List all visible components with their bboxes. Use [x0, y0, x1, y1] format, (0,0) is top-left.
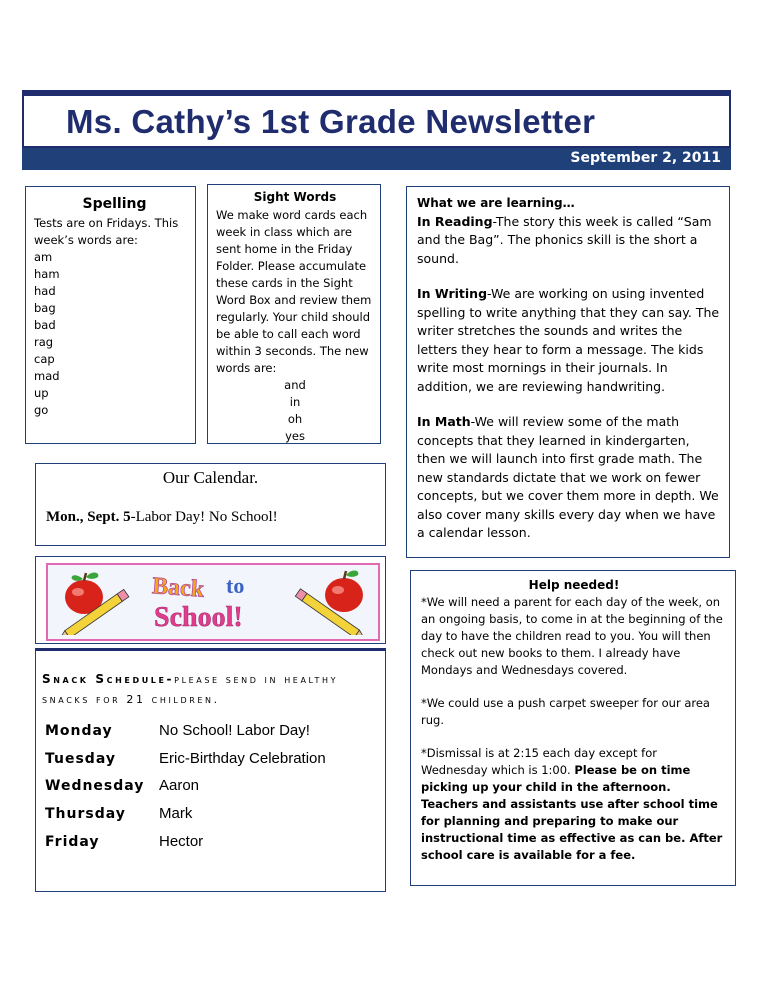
reading-paragraph — [417, 213, 721, 269]
apple-icon — [325, 570, 363, 612]
back-to-school-art — [48, 565, 374, 635]
calendar-entry — [46, 509, 278, 526]
back-to-school-image — [35, 556, 386, 644]
spelling-word: mad — [34, 369, 60, 383]
learning-title: What we are learning… — [417, 196, 575, 210]
help-pickup-text: Please be on time picking up your child in the afternoon. — [421, 763, 691, 794]
writing-label: In Writing — [417, 286, 488, 301]
calendar-entry-text: -Labor Day! No School! — [130, 509, 278, 525]
help-needed-box — [410, 570, 736, 886]
newsletter-date: September 2, 2011 — [570, 150, 721, 166]
snack-schedule-heading — [42, 669, 372, 710]
writing-text: -We are working on using invented spelling to write anything that they can say. The writer stretches the sounds and writes the letters they hear to form a message. The kids write most mornings in their journals. In addition, we are reviewing handwriting. — [417, 286, 720, 394]
spelling-word: cap — [34, 352, 55, 366]
sight-words-box — [207, 184, 381, 444]
spelling-title: Spelling — [82, 196, 147, 212]
snack-person: No School! Labor Day! — [159, 722, 310, 739]
newsletter-title: Ms. Cathy’s 1st Grade Newsletter — [66, 103, 596, 140]
help-paragraph-3 — [421, 745, 727, 864]
spelling-intro: Tests are on Fridays. This week’s words are: — [34, 216, 179, 247]
back-to-school-banner — [46, 563, 380, 641]
spelling-word: had — [34, 284, 56, 298]
help-title: Help needed! — [528, 578, 620, 592]
snack-schedule-box — [35, 648, 386, 892]
math-paragraph — [417, 413, 721, 543]
spelling-word: ham — [34, 267, 60, 281]
snack-day: Tuesday — [45, 751, 116, 767]
calendar-title-text: Our Calendar — [162, 468, 254, 487]
snack-row — [45, 805, 192, 822]
snack-day: Monday — [45, 723, 113, 739]
snack-row — [45, 722, 310, 739]
calendar-title-suffix: . — [253, 468, 259, 487]
spelling-word: bag — [34, 301, 56, 315]
snack-person: Hector — [159, 833, 204, 850]
spelling-word: go — [34, 403, 49, 417]
help-dismissal-text: *Dismissal is at 2:15 each day except for Wednesday which is 1:00. — [421, 746, 657, 777]
snack-person: Eric-Birthday Celebration — [159, 750, 326, 767]
calendar-box — [35, 463, 386, 546]
newsletter-title-box — [22, 90, 731, 148]
math-label: In Math — [417, 414, 471, 429]
writing-paragraph — [417, 285, 721, 396]
sight-words-body: We make word cards each week in class which are sent home in the Friday Folder. Please accumulate these cards in the Sight Word Box and review them regularly. Your child should be able to call each word within 3 seconds. The new words are: — [216, 208, 372, 375]
reading-text: -The story this week is called “Sam and the Bag”. The phonics skill is the short a sound. — [417, 213, 712, 266]
back-word: Back — [151, 573, 205, 603]
snack-row — [45, 777, 199, 794]
snack-subheading: please send in healthy snacks for 21 children. — [42, 673, 339, 706]
spelling-box — [25, 186, 196, 444]
help-paragraph-2: *We could use a push carpet sweeper for our area rug. — [421, 696, 710, 727]
sight-words-title: Sight Words — [253, 190, 337, 204]
spelling-word: am — [34, 250, 53, 264]
math-text: -We will review some of the math concepts that they learned in kindergarten, then we will launch into first grade math. The new standards dictate that we work on fewer concepts, but we cover them more in depth. We also cover many skills every day when we have a calendar lesson. — [417, 414, 719, 540]
sight-word: in — [289, 395, 301, 409]
learning-box — [406, 186, 730, 558]
help-afterschool-text: Teachers and assistants use after school time for planning and preparing to make our instructional time as effective as can be. After school care is available for a fee. — [421, 797, 723, 862]
school-word: School! — [154, 602, 243, 633]
help-paragraph-1: *We will need a parent for each day of the week, on an ongoing basis, to come in at the beginning of the day to have the children read to you. You will then check out new books to them. I already have Mondays and Wednesdays covered. — [421, 595, 723, 677]
spelling-word: up — [34, 386, 49, 400]
spelling-word: bad — [34, 318, 56, 332]
sight-word: yes — [285, 429, 305, 443]
snack-row — [45, 750, 326, 767]
snack-day: Thursday — [45, 806, 126, 822]
sight-word: and — [284, 378, 306, 392]
snack-heading-label: Snack Schedule- — [42, 672, 175, 686]
date-bar — [22, 148, 731, 170]
snack-day: Wednesday — [45, 778, 145, 794]
reading-label: In Reading — [417, 213, 493, 229]
calendar-entry-date: Mon., Sept. 5 — [46, 509, 131, 525]
snack-person: Mark — [159, 805, 193, 822]
sight-word: oh — [287, 412, 303, 426]
snack-row — [45, 833, 203, 850]
to-word: to — [226, 573, 245, 598]
spelling-word: rag — [34, 335, 54, 349]
calendar-title — [36, 468, 385, 488]
snack-day: Friday — [45, 834, 100, 850]
snack-person: Aaron — [159, 777, 200, 794]
